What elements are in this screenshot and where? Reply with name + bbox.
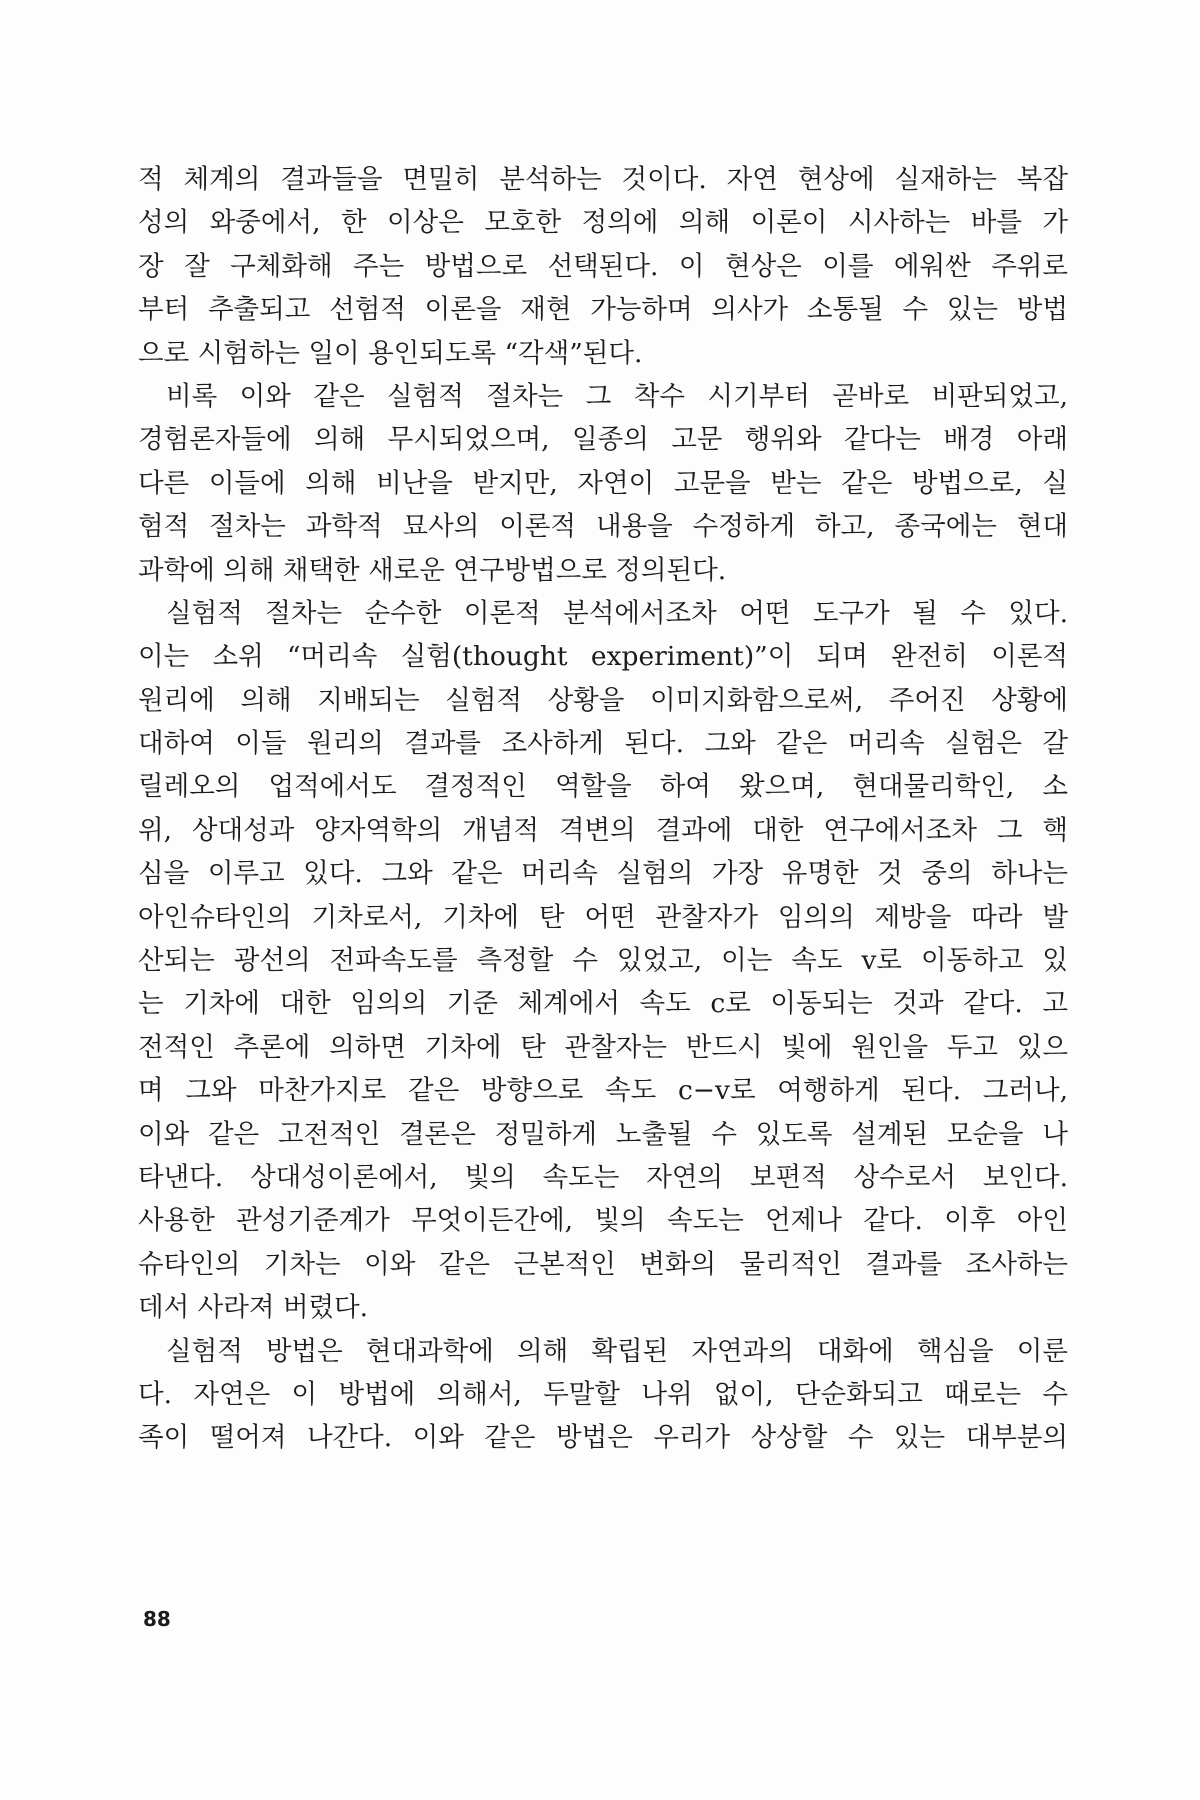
text-line: 성의 와중에서, 한 이상은 모호한 정의에 의해 이론이 시사하는 바를 가	[138, 207, 1068, 239]
text-line: 족이 떨어져 나간다. 이와 같은 방법은 우리가 상상할 수 있는 대부분의	[138, 1422, 1068, 1454]
text-line: 실험적 방법은 현대과학에 의해 확립된 자연과의 대화에 핵심을 이룬	[166, 1335, 1068, 1367]
text-line: 는 기차에 대한 임의의 기준 체계에서 속도 c로 이동되는 것과 같다. 고	[138, 988, 1068, 1020]
text-line: 과학에 의해 채택한 새로운 연구방법으로 정의된다.	[138, 554, 727, 586]
text-line: 경험론자들에 의해 무시되었으며, 일종의 고문 행위와 같다는 배경 아래	[138, 424, 1068, 456]
text-line: 사용한 관성기준계가 무엇이든간에, 빛의 속도는 언제나 같다. 이후 아인	[138, 1205, 1068, 1237]
text-line: 슈타인의 기차는 이와 같은 근본적인 변화의 물리적인 결과를 조사하는	[138, 1248, 1068, 1280]
text-line: 타낸다. 상대성이론에서, 빛의 속도는 자연의 보편적 상수로서 보인다.	[138, 1161, 1068, 1193]
text-line: 데서 사라져 버렸다.	[138, 1292, 369, 1324]
text-line: 릴레오의 업적에서도 결정적인 역할을 하여 왔으며, 현대물리학인, 소	[138, 771, 1068, 803]
text-line: 부터 추출되고 선험적 이론을 재현 가능하며 의사가 소통될 수 있는 방법	[138, 294, 1068, 326]
text-line: 다. 자연은 이 방법에 의해서, 두말할 나위 없이, 단순화되고 때로는 수	[138, 1378, 1068, 1410]
text-line: 원리에 의해 지배되는 실험적 상황을 이미지화함으로써, 주어진 상황에	[138, 684, 1068, 716]
page-number: 88	[143, 1607, 171, 1631]
text-line: 실험적 절차는 순수한 이론적 분석에서조차 어떤 도구가 될 수 있다.	[166, 597, 1068, 629]
text-line: 대하여 이들 원리의 결과를 조사하게 된다. 그와 같은 머리속 실험은 갈	[138, 728, 1068, 760]
text-line: 으로 시험하는 일이 용인되도록 “각색”된다.	[138, 337, 643, 369]
text-line: 아인슈타인의 기차로서, 기차에 탄 어떤 관찰자가 임의의 제방을 따라 발	[138, 901, 1068, 933]
text-line: 며 그와 마찬가지로 같은 방향으로 속도 c−v로 여행하게 된다. 그러나,	[138, 1075, 1068, 1107]
text-line: 이와 같은 고전적인 결론은 정밀하게 노출될 수 있도록 설계된 모순을 나	[138, 1118, 1068, 1150]
text-line: 장 잘 구체화해 주는 방법으로 선택된다. 이 현상은 이를 에워싼 주위로	[138, 250, 1068, 282]
text-line: 심을 이루고 있다. 그와 같은 머리속 실험의 가장 유명한 것 중의 하나는	[138, 858, 1068, 890]
text-line: 위, 상대성과 양자역학의 개념적 격변의 결과에 대한 연구에서조차 그 핵	[138, 814, 1068, 846]
text-line: 산되는 광선의 전파속도를 측정할 수 있었고, 이는 속도 v로 이동하고 있	[138, 945, 1068, 977]
text-line: 험적 절차는 과학적 묘사의 이론적 내용을 수정하게 하고, 종국에는 현대	[138, 511, 1068, 543]
text-line: 전적인 추론에 의하면 기차에 탄 관찰자는 반드시 빛에 원인을 두고 있으	[138, 1031, 1068, 1063]
text-line: 비록 이와 같은 실험적 절차는 그 착수 시기부터 곧바로 비판되었고,	[166, 380, 1068, 412]
text-line: 이는 소위 “머리속 실험(thought experiment)”이 되며 완전히 이론적	[138, 641, 1068, 673]
body-text	[138, 158, 1068, 1460]
text-line: 적 체계의 결과들을 면밀히 분석하는 것이다. 자연 현상에 실재하는 복잡	[138, 164, 1068, 195]
text-line: 다른 이들에 의해 비난을 받지만, 자연이 고문을 받는 같은 방법으로, 실	[138, 467, 1068, 499]
